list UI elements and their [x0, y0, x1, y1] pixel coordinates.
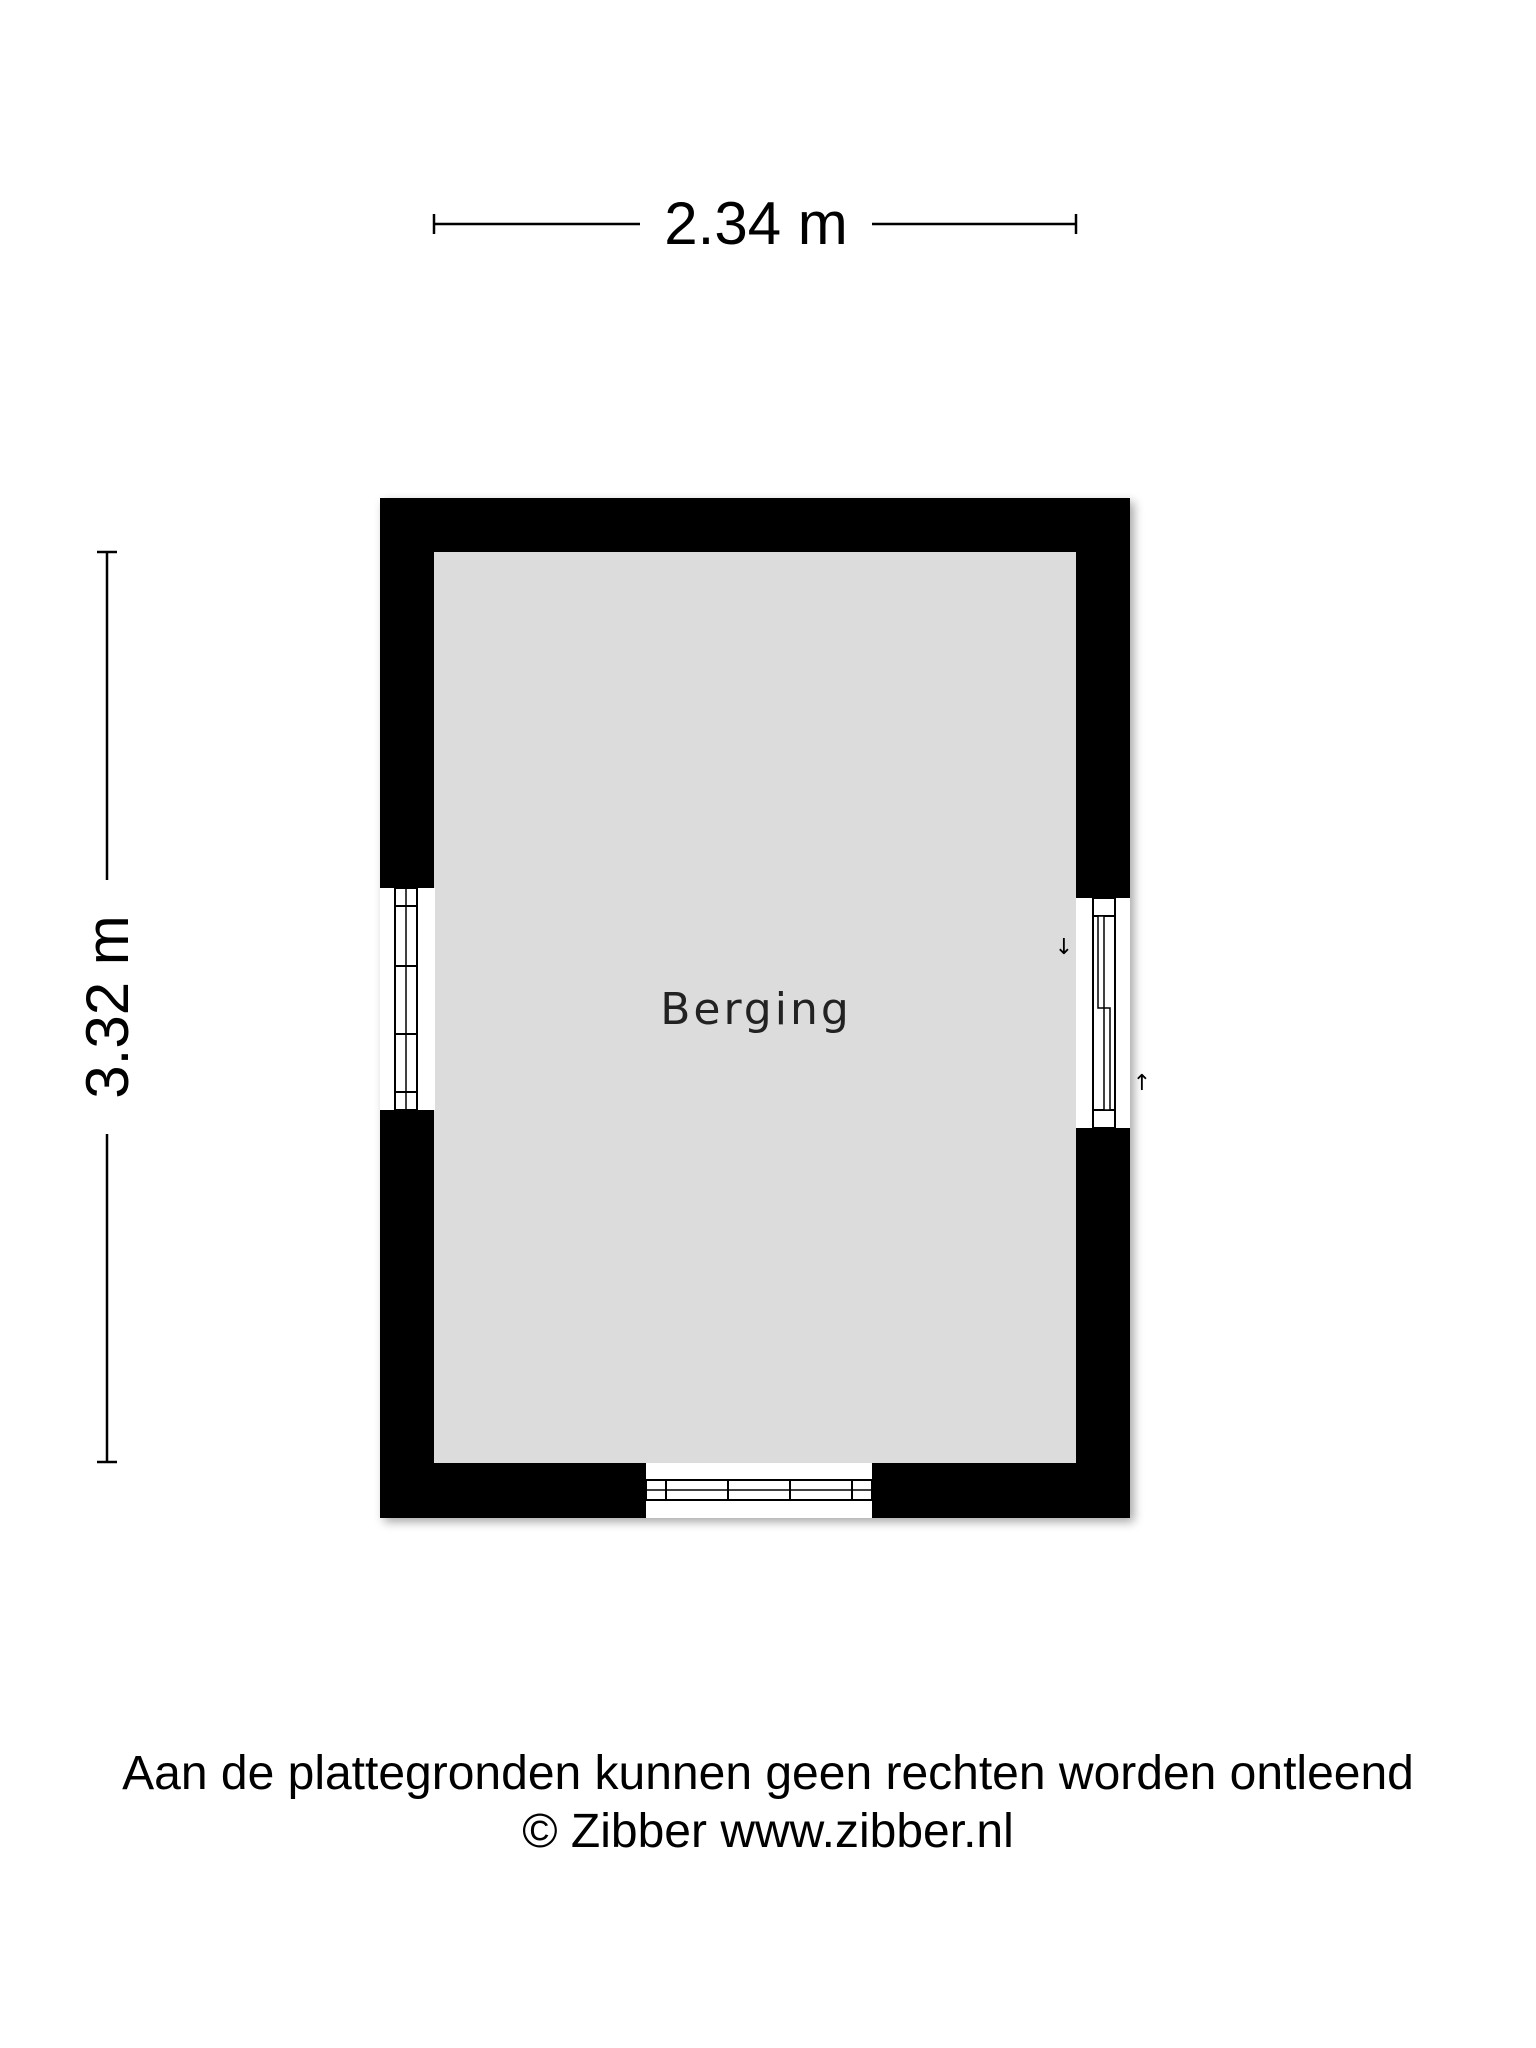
- width-dimension: [434, 190, 1076, 257]
- height-dimension: [74, 552, 141, 1462]
- disclaimer-text: Aan de plattegronden kunnen geen rechten worden ontleend: [122, 1747, 1414, 1800]
- copyright-text: © Zibber www.zibber.nl: [522, 1805, 1014, 1858]
- arrow-up-icon: ↑: [1132, 1071, 1152, 1096]
- height-dimension-label: 3.32 m: [74, 915, 141, 1099]
- bottom-window: [646, 1463, 872, 1518]
- left-window: [380, 888, 435, 1110]
- room-label: Berging: [660, 984, 852, 1035]
- width-dimension-label: 2.34 m: [664, 190, 848, 257]
- arrow-down-icon: ↓: [1054, 935, 1074, 960]
- right-door: [1076, 898, 1130, 1128]
